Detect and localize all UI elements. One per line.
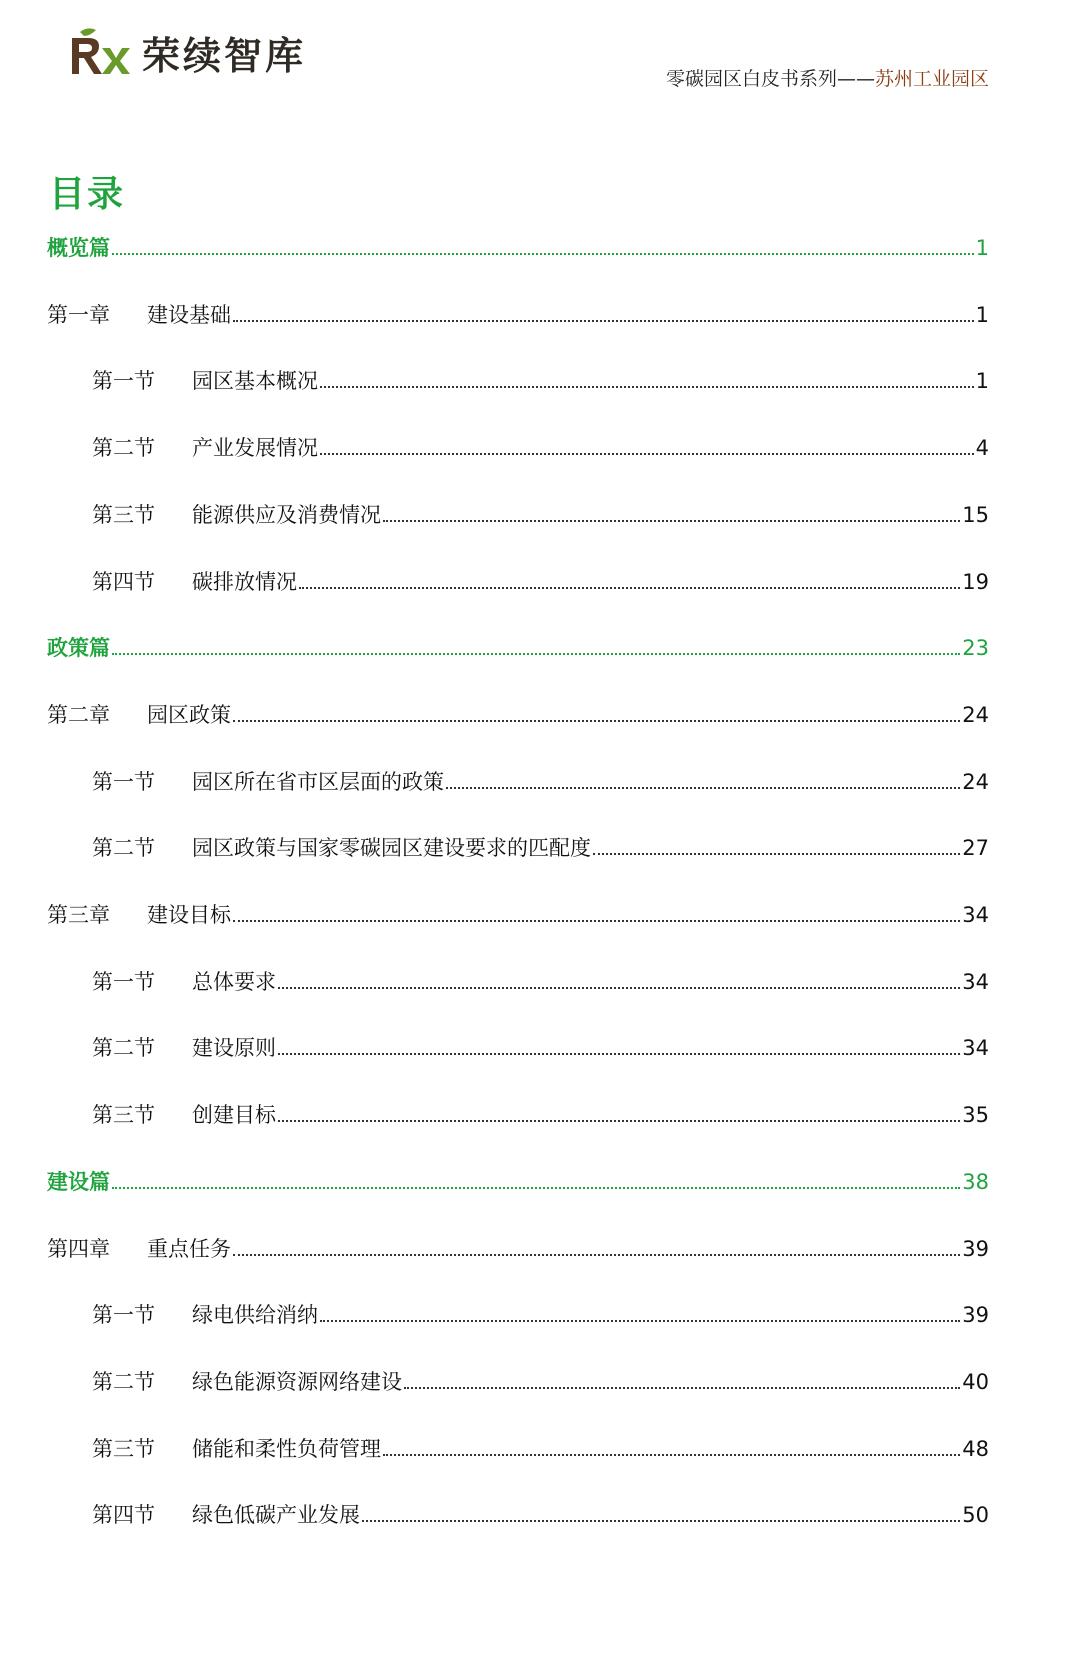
toc-entry-text: 政策篇 xyxy=(47,636,110,660)
toc-page-number: 34 xyxy=(962,970,989,994)
toc-dot-leader xyxy=(233,319,974,322)
toc-entry-number: 第三章 xyxy=(47,903,110,927)
toc-dot-leader xyxy=(233,719,960,722)
toc-page-number: 19 xyxy=(962,570,989,594)
toc-entry-label xyxy=(47,1233,231,1263)
toc-entry-text: 绿色低碳产业发展 xyxy=(192,1503,360,1527)
toc-dot-leader xyxy=(278,1052,960,1055)
toc-entry-number: 第二节 xyxy=(92,436,155,460)
toc-entry-number: 第一节 xyxy=(92,369,155,393)
toc-entry-label xyxy=(47,232,110,262)
toc-entry-text: 储能和柔性负荷管理 xyxy=(192,1437,381,1461)
toc-page-number: 15 xyxy=(962,503,989,527)
toc-dot-leader xyxy=(383,1453,960,1456)
toc-entry-label xyxy=(47,899,231,929)
toc-entry-number: 第三节 xyxy=(92,1103,155,1127)
toc-entry-text: 产业发展情况 xyxy=(192,436,318,460)
toc-entry-text: 总体要求 xyxy=(192,970,276,994)
toc-entry-part[interactable] xyxy=(47,1166,989,1196)
toc-entry-chapter[interactable] xyxy=(47,1233,989,1263)
toc-entry-section[interactable] xyxy=(92,566,989,596)
toc-entry-text: 园区政策与国家零碳园区建设要求的匹配度 xyxy=(192,836,591,860)
toc-entry-text: 建设基础 xyxy=(147,303,231,327)
toc-entry-label xyxy=(47,299,231,329)
toc-entry-label xyxy=(92,766,444,796)
toc-page-number: 50 xyxy=(962,1503,989,1527)
toc-entry-chapter[interactable] xyxy=(47,299,989,329)
toc-entry-number: 第三节 xyxy=(92,1437,155,1461)
toc-entry-label xyxy=(47,699,231,729)
toc-entry-label xyxy=(92,1433,381,1463)
toc-dot-leader xyxy=(404,1386,960,1389)
toc-dot-leader xyxy=(112,1186,960,1189)
toc-entry-label xyxy=(92,1099,276,1129)
toc-page-number: 27 xyxy=(962,836,989,860)
toc-dot-leader xyxy=(299,586,960,589)
toc-dot-leader xyxy=(278,1119,960,1122)
toc-entry-section[interactable] xyxy=(92,499,989,529)
toc-page-number: 1 xyxy=(975,303,989,327)
toc-entry-number: 第四节 xyxy=(92,1503,155,1527)
toc-entry-label xyxy=(47,1166,110,1196)
toc-entry-number: 第二节 xyxy=(92,1036,155,1060)
toc-heading: 目录 xyxy=(49,174,126,215)
toc-entry-label xyxy=(92,566,297,596)
toc-page-number: 48 xyxy=(962,1437,989,1461)
toc-entry-label xyxy=(92,499,381,529)
toc-entry-section[interactable] xyxy=(92,1032,989,1062)
toc-dot-leader xyxy=(112,652,960,655)
toc-dot-leader xyxy=(320,452,974,455)
toc-entry-text: 绿色能源资源网络建设 xyxy=(192,1370,402,1394)
toc-entry-text: 建设原则 xyxy=(192,1036,276,1060)
toc-entry-number: 第四节 xyxy=(92,570,155,594)
page-header xyxy=(0,0,1080,110)
toc-dot-leader xyxy=(320,385,974,388)
toc-entry-number: 第一节 xyxy=(92,1303,155,1327)
toc-entry-section[interactable] xyxy=(92,832,989,862)
toc-entry-section[interactable] xyxy=(92,1299,989,1329)
toc-entry-label xyxy=(92,1499,360,1529)
toc-entry-number: 第一章 xyxy=(47,303,110,327)
toc-entry-chapter[interactable] xyxy=(47,699,989,729)
toc-entry-number: 第二节 xyxy=(92,1370,155,1394)
toc-entry-label xyxy=(47,632,110,662)
toc-dot-leader xyxy=(383,519,960,522)
toc-entry-label xyxy=(92,966,276,996)
toc-entry-text: 重点任务 xyxy=(147,1237,231,1261)
toc-entry-text: 园区政策 xyxy=(147,703,231,727)
toc-entry-label xyxy=(92,832,591,862)
logo-rx-mark-icon xyxy=(66,24,132,80)
toc-entry-number: 第二章 xyxy=(47,703,110,727)
toc-entry-text: 园区所在省市区层面的政策 xyxy=(192,770,444,794)
toc-dot-leader xyxy=(233,919,960,922)
toc-entry-section[interactable] xyxy=(92,1433,989,1463)
toc-dot-leader xyxy=(278,986,960,989)
toc-entry-label xyxy=(92,1299,318,1329)
toc-entry-text: 建设篇 xyxy=(47,1170,110,1194)
series-highlight: 苏州工业园区 xyxy=(874,68,989,90)
toc-dot-leader xyxy=(446,786,960,789)
toc-page-number: 39 xyxy=(962,1303,989,1327)
toc-entry-section[interactable] xyxy=(92,365,989,395)
toc-entry-part[interactable] xyxy=(47,632,989,662)
toc-page-number: 34 xyxy=(962,903,989,927)
toc-entry-label xyxy=(92,1032,276,1062)
toc-page-number: 35 xyxy=(962,1103,989,1127)
toc-entry-number: 第二节 xyxy=(92,836,155,860)
toc-page-number: 39 xyxy=(962,1237,989,1261)
toc-page-number: 1 xyxy=(975,236,989,260)
toc-entry-part[interactable] xyxy=(47,232,989,262)
toc-page-number: 24 xyxy=(962,770,989,794)
brand-logo xyxy=(66,24,306,80)
toc-entry-label xyxy=(92,1366,402,1396)
toc-entry-section[interactable] xyxy=(92,1499,989,1529)
toc-dot-leader xyxy=(362,1519,960,1522)
toc-page-number: 24 xyxy=(962,703,989,727)
toc-dot-leader xyxy=(233,1253,960,1256)
toc-dot-leader xyxy=(112,252,974,255)
brand-name: 荣续智库 xyxy=(142,32,307,78)
toc-entry-section[interactable] xyxy=(92,966,989,996)
toc-dot-leader xyxy=(593,852,960,855)
toc-entry-label xyxy=(92,365,318,395)
toc-entry-number: 第三节 xyxy=(92,503,155,527)
series-title xyxy=(666,64,989,91)
toc-entry-chapter[interactable] xyxy=(47,899,989,929)
toc-page-number: 38 xyxy=(962,1170,989,1194)
toc-entry-number: 第四章 xyxy=(47,1237,110,1261)
series-prefix: 零碳园区白皮书系列—— xyxy=(665,68,875,90)
toc-entry-text: 建设目标 xyxy=(147,903,231,927)
toc-entry-text: 能源供应及消费情况 xyxy=(192,503,381,527)
toc-entry-section[interactable] xyxy=(92,766,989,796)
toc-entry-text: 园区基本概况 xyxy=(192,369,318,393)
toc-entry-section[interactable] xyxy=(92,1099,989,1129)
toc-entry-text: 碳排放情况 xyxy=(192,570,297,594)
toc-entry-text: 绿电供给消纳 xyxy=(192,1303,318,1327)
toc-page-number: 40 xyxy=(962,1370,989,1394)
toc-entry-section[interactable] xyxy=(92,432,989,462)
toc-entry-text: 概览篇 xyxy=(47,236,110,260)
toc-entry-number: 第一节 xyxy=(92,770,155,794)
toc-page-number: 34 xyxy=(962,1036,989,1060)
toc-entry-section[interactable] xyxy=(92,1366,989,1396)
toc-entry-label xyxy=(92,432,318,462)
toc-entry-number: 第一节 xyxy=(92,970,155,994)
toc-page-number: 4 xyxy=(975,436,989,460)
toc-entry-text: 创建目标 xyxy=(192,1103,276,1127)
toc-page-number: 23 xyxy=(962,636,989,660)
toc-dot-leader xyxy=(320,1319,960,1322)
toc-page-number: 1 xyxy=(975,369,989,393)
